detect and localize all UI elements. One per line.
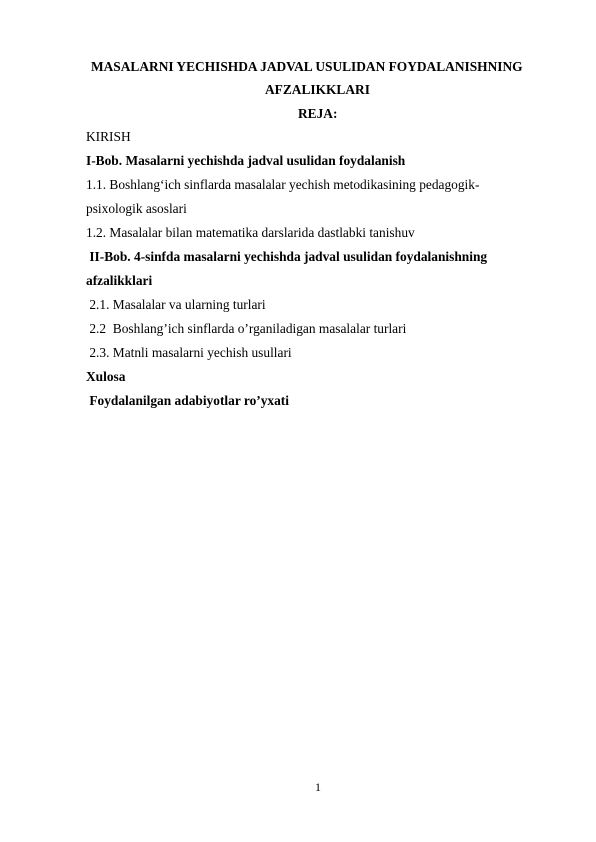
toc-chapter-2-line-2: afzalikklari [86,273,153,288]
toc-item-1-2: 1.2. Masalalar bilan matematika darslarida dastlabki tanishuv [86,225,415,240]
title-line-2: AFZALIKKLARI [265,82,370,97]
toc-item-2-3: 2.3. Matnli masalarni yechish usullari [86,345,292,360]
toc-intro: KIRISH [86,129,131,144]
toc-chapter-1: I-Bob. Masalarni yechishda jadval usulidan foydalanish [86,153,406,168]
toc-item-2-1: 2.1. Masalalar va ularning turlari [86,297,266,312]
toc-item-2-2: 2.2 Boshlang’ich sinflarda o’rganiladigan masalalar turlari [86,321,407,336]
toc-item-1-1-line-1: 1.1. Boshlang‘ich sinflarda masalalar yechish metodikasining pedagogik- [86,177,480,192]
toc-item-1-1-line-2: psixologik asoslari [86,201,187,216]
toc-conclusion: Xulosa [86,369,126,384]
title-line-1: MASALARNI YECHISHDA JADVAL USULIDAN FOYDALANISHNING [91,59,523,74]
plan-heading: REJA: [298,106,338,121]
toc-chapter-2-line-1: II-Bob. 4-sinfda masalarni yechishda jadval usulidan foydalanishning [86,249,488,264]
toc-references: Foydalanilgan adabiyotlar ro’yxati [86,393,289,408]
page-number: 1 [315,780,321,794]
